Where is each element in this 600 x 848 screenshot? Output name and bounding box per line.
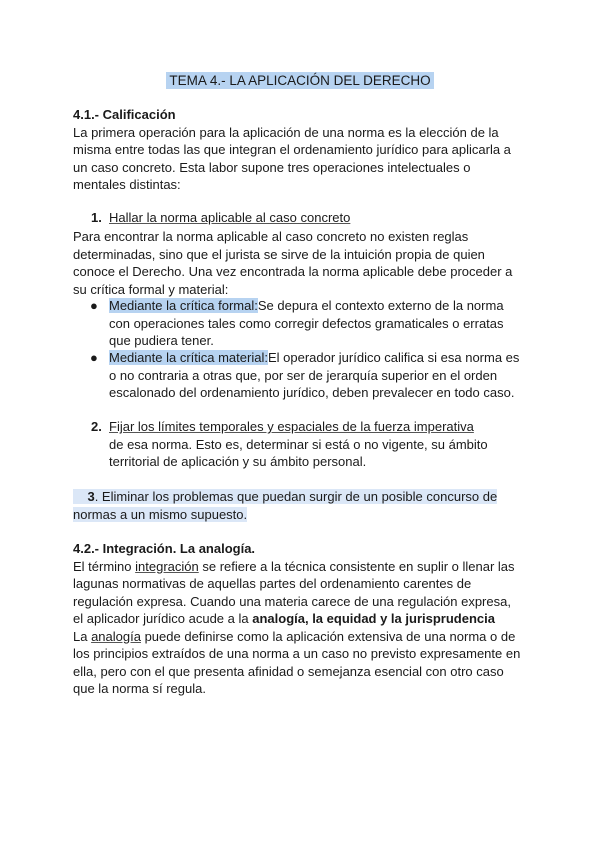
paragraph-line: su crítica formal y material: bbox=[73, 281, 229, 297]
bullet-line: o no contraria a otras que, por ser de jerarquía superior en el orden bbox=[109, 367, 498, 383]
bullet-text: Se depura el contexto externo de la norma bbox=[257, 298, 504, 313]
item-line: de esa norma. Esto es, determinar si está o no vigente, su ámbito bbox=[109, 436, 488, 452]
term-analogia: analogía bbox=[91, 628, 141, 644]
bullet-line: con operaciones tales como corregir defectos gramaticales o erratas bbox=[109, 315, 504, 331]
bullet-line: escalonado del ordenamiento jurídico, deben prevalecer en todo caso. bbox=[109, 385, 515, 400]
paragraph-line: La primera operación para la aplicación de una norma es la elección de la bbox=[73, 124, 499, 140]
term-integracion: integración bbox=[135, 558, 199, 574]
item-1-paragraph bbox=[73, 228, 533, 298]
paragraph-line: determinadas, sino que el jurista se sirve de la intuición propia de quien bbox=[73, 246, 485, 262]
bullet-text: El operador jurídico califica si esa norma es bbox=[267, 350, 520, 365]
document-title bbox=[0, 72, 600, 90]
section-heading: 4.1.- Calificación bbox=[73, 107, 176, 122]
item-line: Fijar los límites temporales y espaciales de la fuerza imperativa bbox=[109, 419, 474, 434]
bullet-dot: ● bbox=[90, 298, 98, 313]
paragraph-line: Para encontrar la norma aplicable al caso concreto no existen reglas bbox=[73, 229, 469, 244]
paragraph-line: ella, pero con el que presenta afinidad o semejanza esencial con otro caso bbox=[73, 663, 504, 679]
paragraph-line: conoce el Derecho. Una vez encontrada la norma aplicable debe proceder a bbox=[73, 264, 513, 279]
item-line: territorial de aplicación y su ámbito personal. bbox=[109, 454, 367, 469]
text-run: el aplicador jurídico acude a la bbox=[73, 611, 253, 626]
text-run: La bbox=[73, 628, 92, 644]
item-line: . Eliminar los problemas que puedan surgir de un posible concurso de bbox=[94, 489, 498, 504]
text-run: puede definirse como la aplicación extensiva de una norma o de bbox=[140, 628, 516, 644]
item-number: 2. bbox=[91, 419, 102, 434]
paragraph-line: un caso concreto. Esta labor supone tres operaciones intelectuales o bbox=[73, 159, 471, 175]
bullet-label: Mediante la crítica formal: bbox=[109, 298, 258, 313]
text-run: El término bbox=[73, 558, 136, 574]
item-number: 1. bbox=[91, 210, 102, 225]
section-heading: 4.2.- Integración. La analogía. bbox=[73, 541, 256, 556]
bullet-line: que pudiera tener. bbox=[109, 333, 214, 348]
paragraph-line: que la norma sí regula. bbox=[73, 681, 206, 696]
paragraph-line: regulación expresa. Cuando una materia carece de una regulación expresa, bbox=[73, 593, 511, 609]
paragraph bbox=[73, 558, 533, 698]
section-4-2 bbox=[73, 540, 533, 698]
paragraph bbox=[73, 124, 533, 194]
numbered-item-3 bbox=[73, 488, 533, 523]
bullet-dot: ● bbox=[90, 350, 98, 365]
item-text: Hallar la norma aplicable al caso concreto bbox=[109, 210, 351, 225]
section-4-1 bbox=[73, 106, 533, 194]
paragraph-line: los principios extraídos de una norma a un caso no previsto expresamente en bbox=[73, 646, 521, 661]
paragraph-line: mentales distintas: bbox=[73, 177, 181, 192]
item-line: normas a un mismo supuesto. bbox=[73, 506, 248, 522]
bullet-label: Mediante la crítica material: bbox=[109, 350, 268, 365]
paragraph-line: misma entre todas las que integran el ordenamiento jurídico para aplicarla a bbox=[73, 142, 511, 157]
document-title-text: TEMA 4.- LA APLICACIÓN DEL DERECHO bbox=[166, 72, 433, 89]
paragraph-line: lagunas normativas de aquellas partes del ordenamiento carentes de bbox=[73, 576, 472, 591]
item-number: 3 bbox=[87, 489, 95, 504]
text-run: se refiere a la técnica consistente en suplir o llenar las bbox=[198, 558, 515, 574]
bold-terms: analogía, la equidad y la jurisprudencia bbox=[252, 611, 495, 626]
